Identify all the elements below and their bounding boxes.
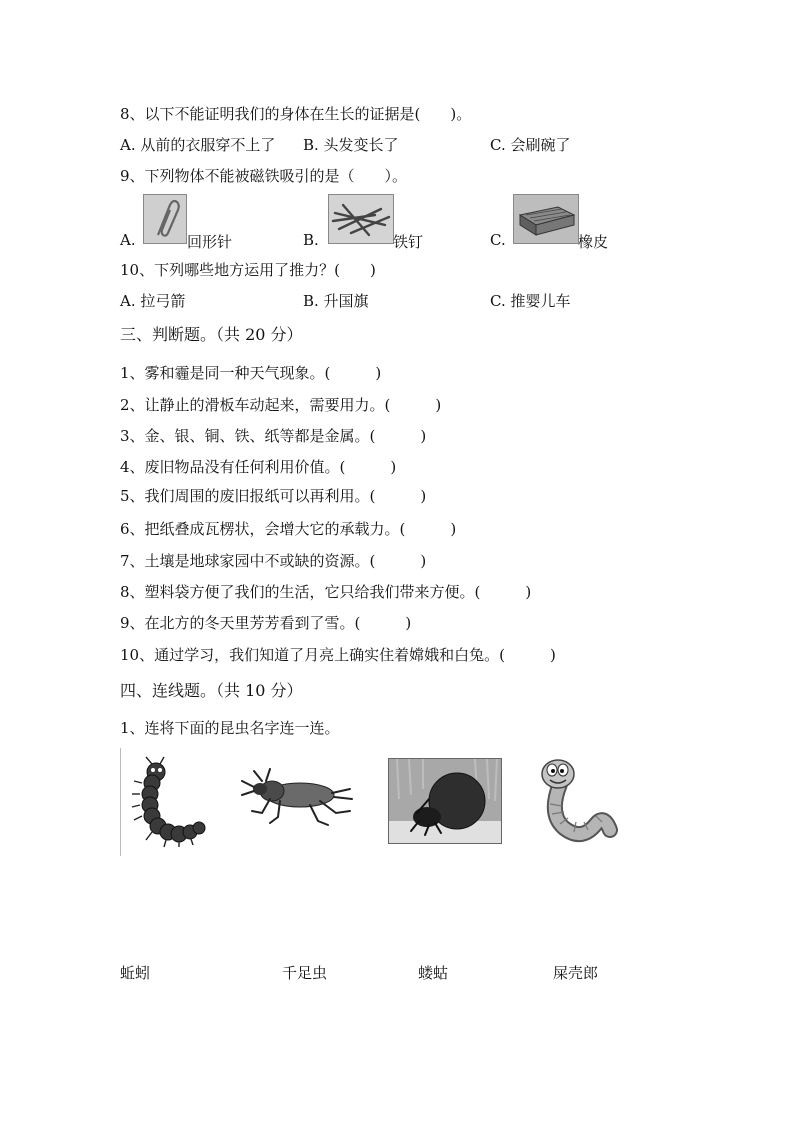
judgement-item-2: 2、让静止的滑板车动起来，需要用力。( ) — [120, 396, 442, 414]
question-8-stem: 8、以下不能证明我们的身体在生长的证据是( )。 — [120, 105, 472, 123]
insect-name-earthworm: 蚯蚓 — [120, 964, 151, 982]
question-9-option-a-label: 回形针 — [187, 233, 233, 251]
dung-beetle-icon — [388, 758, 502, 844]
judgement-item-9: 9、在北方的冬天里芳芳看到了雪。( ) — [120, 614, 412, 632]
insect-name-mole-cricket: 蝼蛄 — [418, 964, 449, 982]
judgement-item-4: 4、废旧物品没有任何利用价值。( ) — [120, 458, 397, 476]
section-4-title: 四、连线题。（共 10 分） — [120, 681, 303, 700]
mole-cricket-icon — [240, 763, 355, 835]
question-9-option-c-letter: C. — [490, 231, 506, 249]
millipede-icon — [130, 756, 210, 848]
judgement-item-1: 1、雾和霾是同一种天气现象。( ) — [120, 364, 382, 382]
section-3-title: 三、判断题。（共 20 分） — [120, 325, 303, 344]
matching-question-1: 1、连将下面的昆虫名字连一连。 — [120, 719, 340, 737]
question-10-option-b: B. 升国旗 — [303, 292, 369, 310]
question-9-option-b-letter: B. — [303, 231, 319, 249]
judgement-item-8: 8、塑料袋方便了我们的生活，它只给我们带来方便。( ) — [120, 583, 532, 601]
question-9-stem: 9、下列物体不能被磁铁吸引的是（ ）。 — [120, 167, 408, 185]
question-9-option-a-letter: A. — [120, 231, 136, 249]
judgement-item-3: 3、金、银、铜、铁、纸等都是金属。( ) — [120, 427, 427, 445]
question-10-option-c: C. 推婴儿车 — [490, 292, 571, 310]
judgement-item-10: 10、通过学习，我们知道了月亮上确实住着嫦娥和白兔。( ) — [120, 646, 556, 664]
question-9-option-c-label: 橡皮 — [578, 233, 609, 251]
question-9-option-b-label: 铁钉 — [393, 233, 424, 251]
insect-name-dung-beetle: 屎壳郎 — [553, 964, 599, 982]
question-8-option-c: C. 会刷碗了 — [490, 136, 571, 154]
question-8-option-b: B. 头发变长了 — [303, 136, 399, 154]
judgement-item-5: 5、我们周围的废旧报纸可以再利用。( ) — [120, 487, 427, 505]
eraser-icon — [513, 194, 579, 244]
question-10-option-a: A. 拉弓箭 — [120, 292, 186, 310]
judgement-item-7: 7、土壤是地球家园中不或缺的资源。( ) — [120, 552, 427, 570]
nails-icon — [328, 194, 394, 244]
insect-name-millipede: 千足虫 — [282, 964, 328, 982]
question-8-option-a: A. 从前的衣服穿不上了 — [120, 136, 276, 154]
earthworm-icon — [530, 754, 620, 848]
judgement-item-6: 6、把纸叠成瓦楞状，会增大它的承载力。( ) — [120, 520, 457, 538]
divider — [120, 748, 121, 856]
paperclip-icon — [143, 194, 187, 244]
question-10-stem: 10、下列哪些地方运用了推力？( ) — [120, 261, 376, 279]
